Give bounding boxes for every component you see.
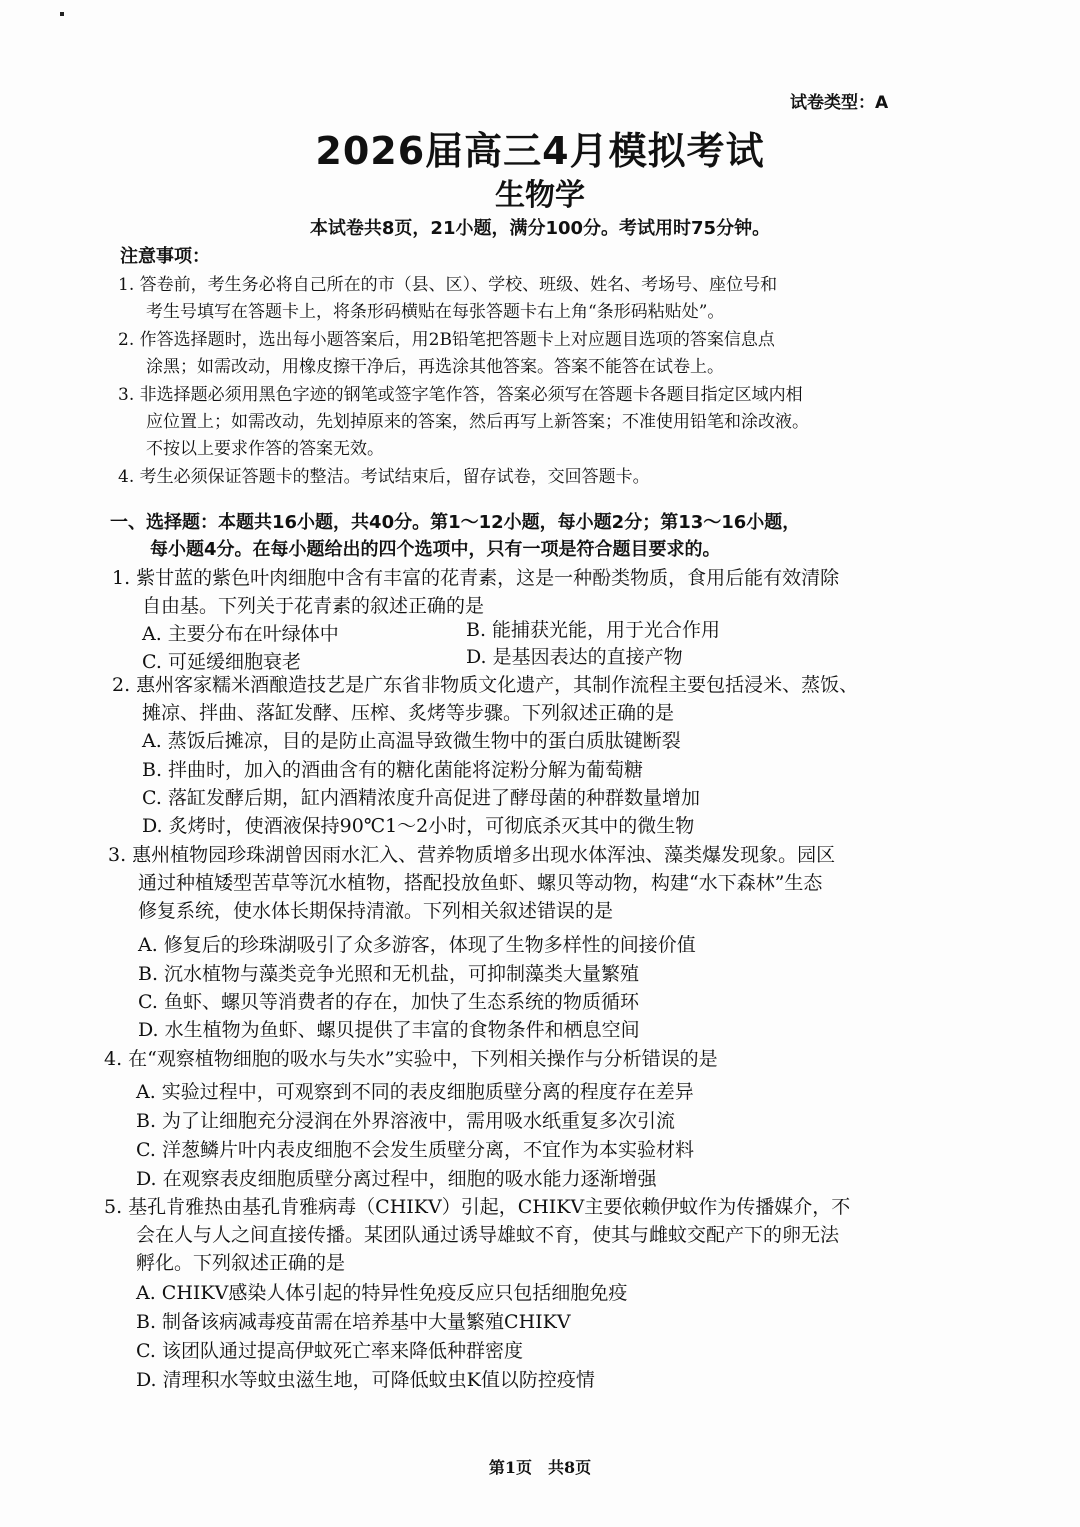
notice-line: 1. 答卷前，考生务必将自己所在的市（县、区）、学校、班级、姓名、考场号、座位号和 [118, 275, 778, 295]
section-header: 每小题4分。在每小题给出的四个选项中，只有一项是符合题目要求的。 [150, 539, 721, 560]
question-stem: 4. 在“观察植物细胞的吸水与失水”实验中，下列相关操作与分析错误的是 [104, 1048, 718, 1070]
option: C. 落缸发酵后期，缸内酒精浓度升高促进了酵母菌的种群数量增加 [142, 787, 700, 809]
question-stem: 修复系统，使水体长期保持清澈。下列相关叙述错误的是 [138, 900, 614, 922]
option: B. 制备该病减毒疫苗需在培养基中大量繁殖CHIKV [136, 1311, 571, 1333]
question-stem: 1. 紫甘蓝的紫色叶肉细胞中含有丰富的花青素，这是一种酚类物质，食用后能有效清除 [112, 567, 840, 589]
question-stem: 自由基。下列关于花青素的叙述正确的是 [142, 595, 485, 617]
question-stem: 2. 惠州客家糯米酒酿造技艺是广东省非物质文化遗产，其制作流程主要包括浸米、蒸饭、 [112, 674, 859, 696]
option: B. 为了让细胞充分浸润在外界溶液中，需用吸水纸重复多次引流 [136, 1110, 676, 1132]
option: A. 修复后的珍珠湖吸引了众多游客，体现了生物多样性的间接价值 [138, 934, 696, 956]
notice-line: 2. 作答选择题时，选出每小题答案后，用2B铅笔把答题卡上对应题目选项的答案信息点 [118, 330, 775, 350]
option: A. 蒸饭后摊凉，目的是防止高温导致微生物中的蛋白质肽键断裂 [142, 730, 681, 752]
notice-line: 涂黑；如需改动，用橡皮擦干净后，再选涂其他答案。答案不能答在试卷上。 [146, 357, 724, 377]
paper-type: 试卷类型：A [790, 93, 889, 113]
option: D. 是基因表达的直接产物 [466, 646, 683, 668]
notice-heading: 注意事项： [120, 246, 210, 267]
exam-title: 2026届高三4月模拟考试 [315, 129, 765, 173]
page-footer: 第1页 共8页 [488, 1458, 592, 1477]
option: C. 洋葱鳞片叶内表皮细胞不会发生质壁分离，不宜作为本实验材料 [136, 1139, 694, 1161]
option: D. 水生植物为鱼虾、螺贝提供了丰富的食物条件和栖息空间 [138, 1019, 640, 1041]
notice-line: 不按以上要求作答的答案无效。 [146, 439, 384, 459]
question-stem: 5. 基孔肯雅热由基孔肯雅病毒（CHIKV）引起，CHIKV主要依赖伊蚊作为传播媒介，不 [104, 1196, 851, 1218]
option: B. 能捕获光能，用于光合作用 [466, 619, 721, 641]
question-stem: 会在人与人之间直接传播。某团队通过诱导雄蚊不育，使其与雌蚊交配产下的卵无法 [136, 1224, 840, 1246]
exam-subject: 生物学 [495, 178, 585, 213]
notice-line: 3. 非选择题必须用黑色字迹的钢笔或签字笔作答，答案必须写在答题卡各题目指定区域内相 [118, 385, 803, 405]
question-stem: 孵化。下列叙述正确的是 [136, 1252, 346, 1274]
option: A. CHIKV感染人体引起的特异性免疫反应只包括细胞免疫 [136, 1282, 628, 1304]
option: C. 可延缓细胞衰老 [142, 651, 301, 673]
option: B. 拌曲时，加入的酒曲含有的糖化菌能将淀粉分解为葡萄糖 [142, 759, 644, 781]
notice-line: 考生号填写在答题卡上，将条形码横贴在每张答题卡右上角“条形码粘贴处”。 [146, 302, 725, 322]
notice-line: 4. 考生必须保证答题卡的整洁。考试结束后，留存试卷，交回答题卡。 [118, 467, 650, 487]
option: C. 鱼虾、螺贝等消费者的存在，加快了生态系统的物质循环 [138, 991, 639, 1013]
section-header: 一、选择题：本题共16小题，共40分。第1～12小题，每小题2分；第13～16小题， [110, 512, 801, 533]
scan-dot [60, 12, 64, 16]
question-stem: 3. 惠州植物园珍珠湖曾因雨水汇入、营养物质增多出现水体浑浊、藻类爆发现象。园区 [108, 844, 836, 866]
notice-line: 应位置上；如需改动，先划掉原来的答案，然后再写上新答案；不准使用铅笔和涂改液。 [146, 412, 809, 432]
option: D. 清理积水等蚊虫滋生地，可降低蚊虫K值以防控疫情 [136, 1369, 595, 1391]
option: A. 主要分布在叶绿体中 [142, 623, 339, 645]
option: A. 实验过程中，可观察到不同的表皮细胞质壁分离的程度存在差异 [136, 1081, 694, 1103]
question-stem: 摊凉、拌曲、落缸发酵、压榨、炙烤等步骤。下列叙述正确的是 [142, 702, 675, 724]
exam-info: 本试卷共8页，21小题，满分100分。考试用时75分钟。 [309, 218, 771, 239]
option: C. 该团队通过提高伊蚊死亡率来降低种群密度 [136, 1340, 523, 1362]
option: B. 沉水植物与藻类竞争光照和无机盐，可抑制藻类大量繁殖 [138, 963, 640, 985]
option: D. 在观察表皮细胞质壁分离过程中，细胞的吸水能力逐渐增强 [136, 1168, 657, 1190]
question-stem: 通过种植矮型苦草等沉水植物，搭配投放鱼虾、螺贝等动物，构建“水下森林”生态 [138, 872, 823, 894]
option: D. 炙烤时，使酒液保持90℃1～2小时，可彻底杀灭其中的微生物 [142, 815, 695, 837]
